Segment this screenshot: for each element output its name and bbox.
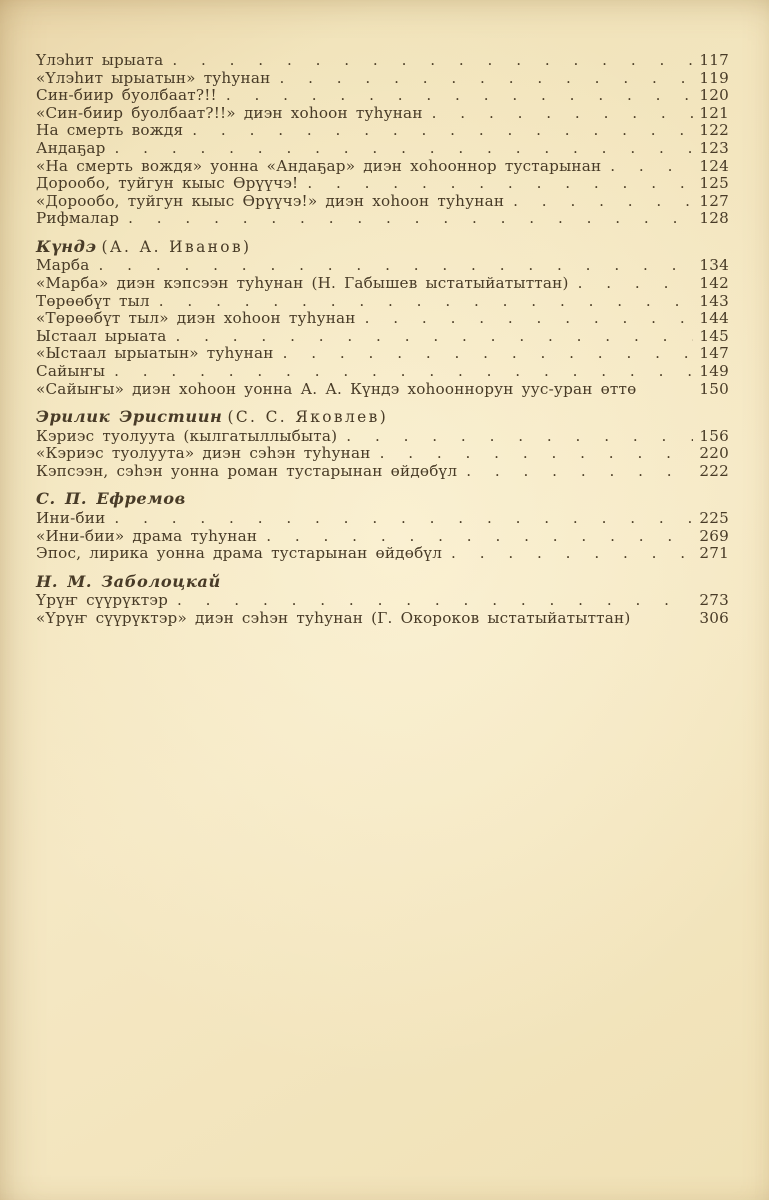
entry-title: «Ыстаал ырыатын» туһунан xyxy=(36,344,274,363)
toc-row xyxy=(36,158,729,176)
entry-title: «Үлэһит ырыатын» туһунан xyxy=(36,68,271,87)
author-name: С. П. Ефремов xyxy=(36,489,186,509)
entry-page-number: 134 xyxy=(699,256,729,275)
toc-row xyxy=(36,105,729,123)
toc-row xyxy=(36,140,729,158)
toc-section xyxy=(36,52,729,228)
dot-leader xyxy=(601,158,693,176)
dot-leader xyxy=(183,122,693,140)
entry-title: Ини-бии xyxy=(36,508,106,527)
toc-row xyxy=(36,328,729,346)
entry-page-number: 225 xyxy=(699,508,729,527)
toc-row xyxy=(36,510,729,528)
dot-leader xyxy=(90,257,693,275)
dot-leader xyxy=(371,445,693,463)
entry-title: Төрөөбүт тыл xyxy=(36,291,150,310)
entry-title: Кэпсээн, сэһэн уонна роман тустарынан өйдөбүл xyxy=(36,461,458,480)
toc-row xyxy=(36,381,729,399)
entry-page-number: 220 xyxy=(699,444,729,463)
section-header xyxy=(36,489,729,510)
entry-title: Кэриэс туолуута (кылгатыллыбыта) xyxy=(36,426,338,445)
dot-leader xyxy=(257,528,693,546)
entry-page-number: 222 xyxy=(699,461,729,480)
section-header xyxy=(36,407,729,428)
dot-leader xyxy=(442,545,693,563)
entry-page-number: 128 xyxy=(699,209,729,228)
dot-leader xyxy=(504,193,693,211)
dot-leader xyxy=(569,275,693,293)
entry-page-number: 120 xyxy=(699,86,729,105)
toc-row xyxy=(36,445,729,463)
entry-title: «Дорообо, туйгун кыыс Өрүүчэ!» диэн хоһоон туһунан xyxy=(36,191,505,210)
entry-page-number: 150 xyxy=(699,379,729,398)
entry-title: «Син-биир буолбаат?!!» диэн хоһоон туһунан xyxy=(36,103,423,122)
dot-leader xyxy=(457,463,693,481)
toc-section xyxy=(36,572,729,628)
dot-leader xyxy=(298,175,693,193)
entry-page-number: 127 xyxy=(699,191,729,210)
toc-row xyxy=(36,610,729,628)
toc-row xyxy=(36,175,729,193)
toc-row xyxy=(36,257,729,275)
entry-title: Андаҕар xyxy=(36,138,106,157)
author-name: Күндэ xyxy=(36,236,97,256)
toc-row xyxy=(36,275,729,293)
table-of-contents xyxy=(36,52,729,627)
toc-row xyxy=(36,70,729,88)
entry-page-number: 145 xyxy=(699,326,729,345)
entry-page-number: 269 xyxy=(699,526,729,545)
entry-page-number: 144 xyxy=(699,309,729,328)
entry-title: «Төрөөбүт тыл» диэн хоһоон туһунан xyxy=(36,309,356,328)
toc-row xyxy=(36,87,729,105)
toc-row xyxy=(36,592,729,610)
entry-page-number: 306 xyxy=(699,608,729,627)
dot-leader xyxy=(168,592,693,610)
toc-row xyxy=(36,545,729,563)
entry-page-number: 142 xyxy=(699,274,729,293)
entry-title: «Ини-бии» драма туһунан xyxy=(36,526,258,545)
dot-leader xyxy=(119,210,693,228)
toc-section xyxy=(36,489,729,562)
dot-leader xyxy=(274,345,693,363)
toc-row xyxy=(36,52,729,70)
entry-title: Ыстаал ырыата xyxy=(36,326,167,345)
entry-page-number: 121 xyxy=(699,103,729,122)
toc-row xyxy=(36,193,729,211)
toc-row xyxy=(36,428,729,446)
entry-title: Үрүҥ сүүрүктэр xyxy=(36,591,168,610)
entry-title: Сайыҥы xyxy=(36,362,106,380)
toc-row xyxy=(36,122,729,140)
toc-section xyxy=(36,407,729,480)
entry-page-number: 147 xyxy=(699,344,729,363)
author-real-name: (А. А. Иванов) xyxy=(101,237,252,256)
dot-leader xyxy=(163,52,693,70)
entry-page-number: 125 xyxy=(699,174,729,193)
dot-leader xyxy=(106,140,693,158)
toc-row xyxy=(36,363,729,381)
toc-row xyxy=(36,293,729,311)
dot-leader xyxy=(105,510,693,528)
dot-leader xyxy=(166,328,693,346)
entry-title: «На смерть вождя» уонна «Андаҕар» диэн хоһооннор тустарынан xyxy=(36,156,602,175)
toc-row xyxy=(36,310,729,328)
entry-title: Марба xyxy=(36,256,90,275)
author-name: Н. М. Заболоцкай xyxy=(36,571,221,591)
entry-page-number: 143 xyxy=(699,291,729,310)
entry-title: Эпос, лирика уонна драма тустарынан өйдөбүл xyxy=(36,544,443,563)
entry-title: Дорообо, туйгун кыыс Өрүүчэ! xyxy=(36,174,299,193)
dot-leader xyxy=(217,87,693,105)
toc-section xyxy=(36,237,729,398)
toc-row xyxy=(36,463,729,481)
toc-row xyxy=(36,210,729,228)
dot-leader xyxy=(150,293,693,311)
entry-title: Үлэһит ырыата xyxy=(36,51,164,69)
entry-page-number: 122 xyxy=(699,121,729,140)
entry-page-number: 123 xyxy=(699,138,729,157)
dot-leader xyxy=(337,428,693,446)
entry-page-number: 149 xyxy=(699,362,729,380)
entry-page-number: 273 xyxy=(699,591,729,610)
entry-title: Син-биир буолбаат?!! xyxy=(36,86,217,105)
dot-leader xyxy=(270,70,693,88)
toc-row xyxy=(36,528,729,546)
entry-title: На смерть вождя xyxy=(36,121,184,140)
entry-title: «Марба» диэн кэпсээн туһунан (Н. Габышев ыстатыйатыттан) xyxy=(36,274,569,293)
entry-page-number: 124 xyxy=(699,156,729,175)
section-header xyxy=(36,572,729,593)
author-name: Эрилик Эристиин xyxy=(36,407,223,427)
entry-title: «Үрүҥ сүүрүктэр» диэн сэһэн туһунан (Г. Окороков ыстатыйатыттан) xyxy=(36,608,631,627)
toc-row xyxy=(36,345,729,363)
entry-page-number: 117 xyxy=(699,51,729,69)
entry-page-number: 119 xyxy=(699,68,729,87)
dot-leader xyxy=(356,310,693,328)
entry-title: Рифмалар xyxy=(36,209,120,228)
entry-page-number: 271 xyxy=(699,544,729,563)
entry-page-number: 156 xyxy=(699,426,729,445)
entry-title: «Кэриэс туолуута» диэн сэһэн туһунан xyxy=(36,444,371,463)
entry-title: «Сайыҥы» диэн хоһоон уонна А. А. Күндэ хоһооннорун уус-уран өттө xyxy=(36,379,637,398)
dot-leader xyxy=(423,105,693,123)
author-real-name: (С. С. Яковлев) xyxy=(227,408,389,427)
section-header xyxy=(36,237,729,258)
dot-leader xyxy=(105,363,693,381)
